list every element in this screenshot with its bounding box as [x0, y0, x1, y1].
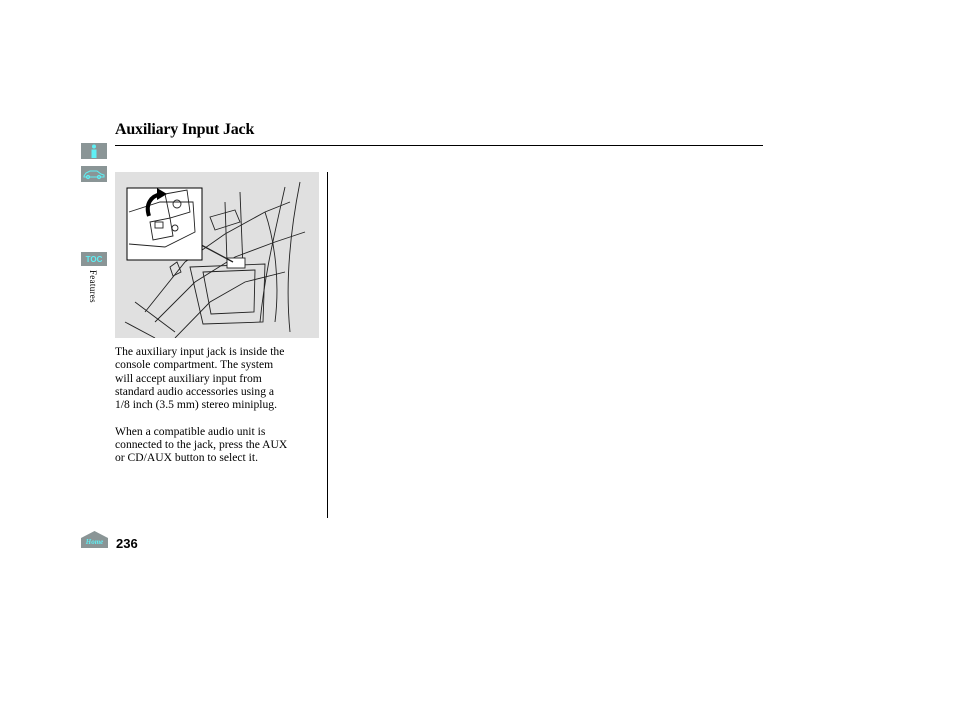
home-icon: [81, 531, 108, 548]
paragraph-2: When a compatible audio unit is connected to the jack, press the AUX or CD/AUX button to select it.: [115, 424, 288, 465]
page-title: Auxiliary Input Jack: [115, 121, 255, 138]
column-divider: [327, 172, 328, 518]
car-button[interactable]: [81, 166, 107, 182]
info-icon: [88, 144, 100, 159]
title-divider: [115, 145, 763, 146]
car-icon: [83, 168, 105, 180]
toc-label: TOC: [85, 254, 103, 264]
paragraph-1: The auxiliary input jack is inside the console compartment. The system will accept auxiliary input from standard audio accessories using a 1/8 inch (3.5 mm) stereo miniplug.: [115, 345, 285, 412]
info-button[interactable]: [81, 143, 107, 159]
page-number: 236: [116, 536, 138, 551]
toc-button[interactable]: [81, 252, 107, 266]
body-text: [115, 345, 325, 478]
section-label: Features: [88, 270, 98, 303]
console-figure: [115, 172, 319, 338]
home-button[interactable]: [81, 531, 108, 548]
console-compartment-illustration: [115, 172, 319, 338]
home-label: Home: [85, 538, 104, 546]
